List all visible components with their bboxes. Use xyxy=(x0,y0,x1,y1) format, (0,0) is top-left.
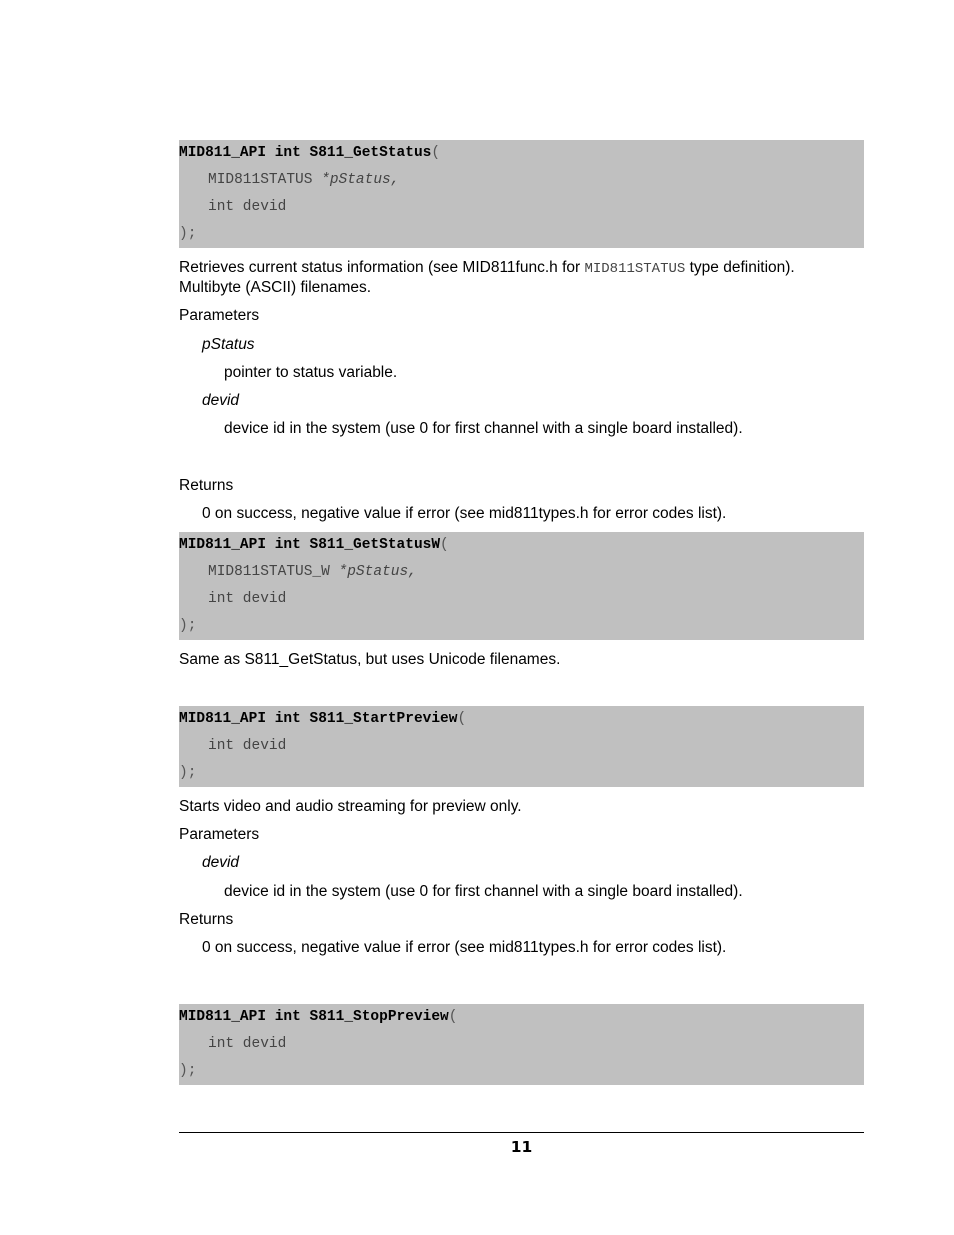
parameters-heading: Parameters xyxy=(179,826,260,843)
footer-divider xyxy=(179,1132,864,1133)
param-name: devid xyxy=(202,392,240,409)
description-line: Same as S811_GetStatus, but uses Unicode filenames. xyxy=(179,651,561,668)
inline-code: MID811STATUS xyxy=(584,261,686,277)
open-paren: ( xyxy=(440,537,449,553)
open-paren: ( xyxy=(431,145,441,161)
param-type: MID811STATUS xyxy=(208,172,322,188)
close-paren: ); xyxy=(179,618,197,634)
param-name: *pStatus, xyxy=(338,564,417,580)
returns-description: 0 on success, negative value if error (see mid811types.h for error codes list). xyxy=(202,505,727,522)
param-line: int devid xyxy=(208,738,287,754)
param-name: *pStatus, xyxy=(321,172,400,188)
function-signature: MID811_API int S811_StopPreview xyxy=(179,1009,449,1025)
description-text: type definition). xyxy=(685,259,795,276)
param-name: pStatus xyxy=(202,336,255,353)
param-line: int devid xyxy=(208,1036,287,1052)
code-block-getstatusw xyxy=(179,532,864,640)
close-paren: ); xyxy=(179,765,197,781)
param-line: int devid xyxy=(208,199,287,215)
function-signature: MID811_API int S811_GetStatusW xyxy=(179,537,441,553)
description-line: Starts video and audio streaming for preview only. xyxy=(179,798,522,815)
open-paren: ( xyxy=(448,1009,458,1025)
param-description: device id in the system (use 0 for first channel with a single board installed). xyxy=(224,883,743,900)
param-name: devid xyxy=(202,854,240,871)
close-paren: ); xyxy=(179,1063,197,1079)
param-type: MID811STATUS_W xyxy=(208,564,339,580)
param-description: device id in the system (use 0 for first channel with a single board installed). xyxy=(224,420,743,437)
open-paren: ( xyxy=(457,711,467,727)
code-block-stoppreview xyxy=(179,1004,864,1085)
returns-heading: Returns xyxy=(179,477,234,494)
function-signature: MID811_API int S811_GetStatus xyxy=(179,145,432,161)
description-text: Retrieves current status information (see MID811func.h for xyxy=(179,259,585,276)
parameters-heading: Parameters xyxy=(179,307,260,324)
page-number: 11 xyxy=(510,1138,533,1156)
close-paren: ); xyxy=(179,226,197,242)
returns-heading: Returns xyxy=(179,911,234,928)
returns-description: 0 on success, negative value if error (see mid811types.h for error codes list). xyxy=(202,939,727,956)
function-signature: MID811_API int S811_StartPreview xyxy=(179,711,458,727)
description-line: Multibyte (ASCII) filenames. xyxy=(179,279,372,296)
param-line: int devid xyxy=(208,591,287,607)
code-block-getstatus xyxy=(179,140,864,248)
param-description: pointer to status variable. xyxy=(224,364,398,381)
description-line xyxy=(179,258,795,279)
code-block-startpreview xyxy=(179,706,864,787)
